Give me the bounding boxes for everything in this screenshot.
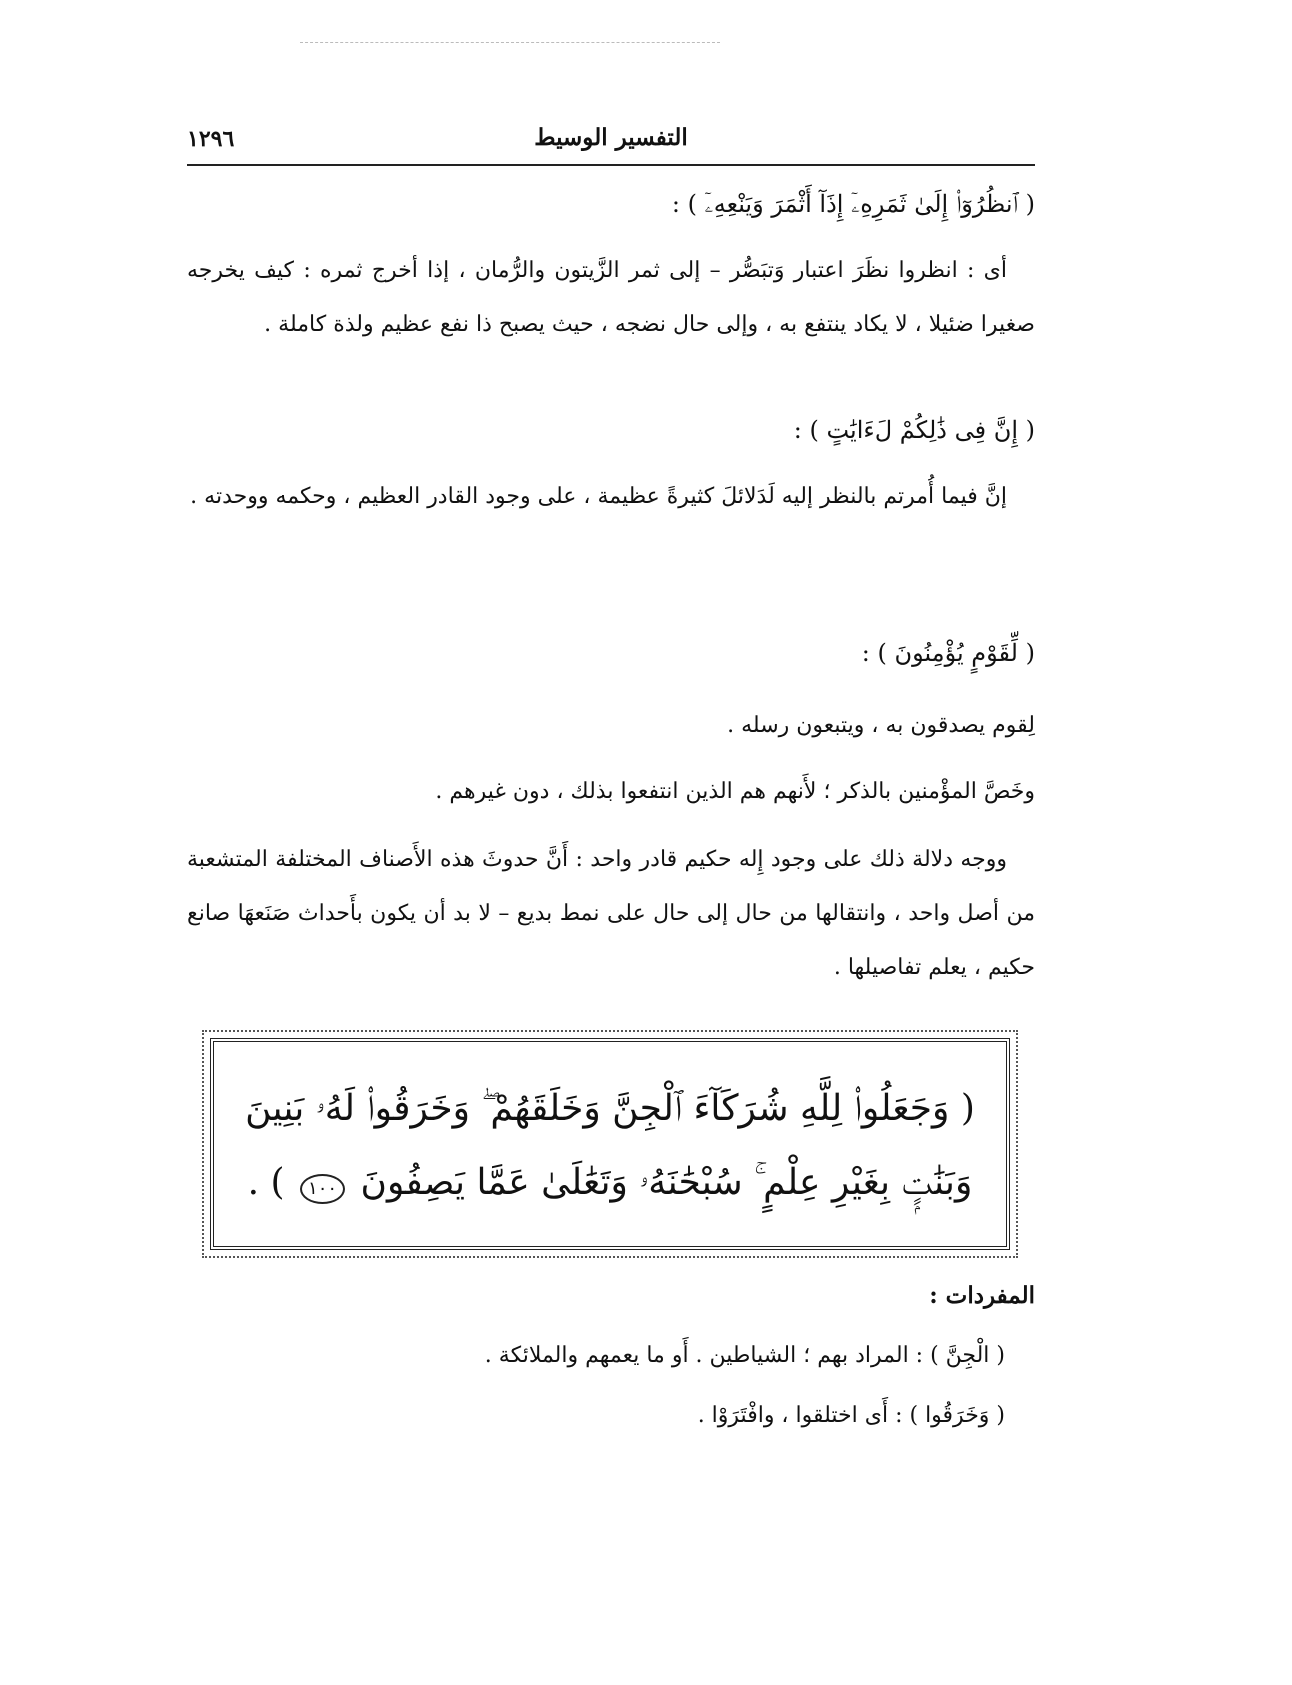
quran-verse-frame (210, 1038, 1010, 1250)
quran-verse (228, 1072, 992, 1220)
verse-heading-3: ( لِّقَوْمٍ يُؤْمِنُونَ ) : (861, 639, 1035, 667)
quran-line-2 (228, 1146, 992, 1220)
running-title: التفسير الوسيط (534, 124, 688, 151)
verse-heading-2: ( إِنَّ فِى ذَٰلِكُمْ لَءَايَٰتٍ ) : (793, 416, 1035, 444)
vocabulary-heading: المفردات : (929, 1282, 1035, 1309)
text-line-1: لِقوم يصدقون به ، ويتبعون رسله . (727, 713, 1035, 738)
paragraph-1: أى : انظروا نظَرَ اعتبار وَتبَصُّر – إلى ثمر الزَّيتون والرُّمان ، إذا أخرج ثمره : كيف يخرجه صغيرا ضئيلا ، لا يكاد ينتفع به ، وإلى حال نضجه ، حيث يصبح ذا نفع عظيم ولذة كاملة . (187, 258, 1035, 337)
vocabulary-entry-1: ( الْجِنَّ ) : المراد بهم ؛ الشياطين . أَو ما يعمهم والملائكة . (484, 1343, 1005, 1368)
quran-line-1: ( وَجَعَلُوا۟ لِلَّهِ شُرَكَآءَ ٱلْجِنَّ وَخَلَقَهُمْ ۖ وَخَرَقُوا۟ لَهُۥ بَنِينَ (245, 1088, 975, 1129)
paragraph-3: ووجه دلالة ذلك على وجود إِله حكيم قادر واحد : أَنَّ حدوثَ هذه الأَصناف المختلفة المتشعبة من أصل واحد ، وانتقالها من حال إلى حال على نمط بديع – لا بد أن يكون بأَحداث صَنَعهَا صانع حكيم ، يعلم تفاصيلها . (187, 847, 1035, 980)
paragraph-2: إنَّ فيما أُمرتم بالنظر إليه لَدَلائلَ كثيرةً عظيمة ، على وجود القادر العظيم ، وحكمه ووحدته . (190, 484, 1007, 509)
quran-closing: ) . (247, 1162, 285, 1203)
ayah-number-badge: ١٠٠ (300, 1174, 345, 1204)
header-rule (187, 164, 1035, 166)
verse-heading-1: ( ٱنظُرُوٓا۟ إِلَىٰ ثَمَرِهِۦٓ إِذَآ أَثْمَرَ وَيَنْعِهِۦٓ ) : (671, 190, 1035, 218)
page-header (187, 118, 1035, 164)
text-line-2: وخَصَّ المؤْمنين بالذكر ؛ لأَنهم هم الذين انتفعوا بذلك ، دون غيرهم . (435, 779, 1035, 804)
page-number: ١٢٩٦ (187, 126, 235, 152)
quran-line-2-text: وَبَنَٰتٍۭ بِغَيْرِ عِلْمٍ ۚ سُبْحَٰنَهُۥ وَتَعَٰلَىٰ عَمَّا يَصِفُونَ (360, 1162, 973, 1203)
scan-edge-line (300, 42, 720, 43)
vocabulary-entry-2: ( وَخَرَقُوا ) : أَى اختلقوا ، وافْتَرَوْا . (697, 1403, 1005, 1428)
